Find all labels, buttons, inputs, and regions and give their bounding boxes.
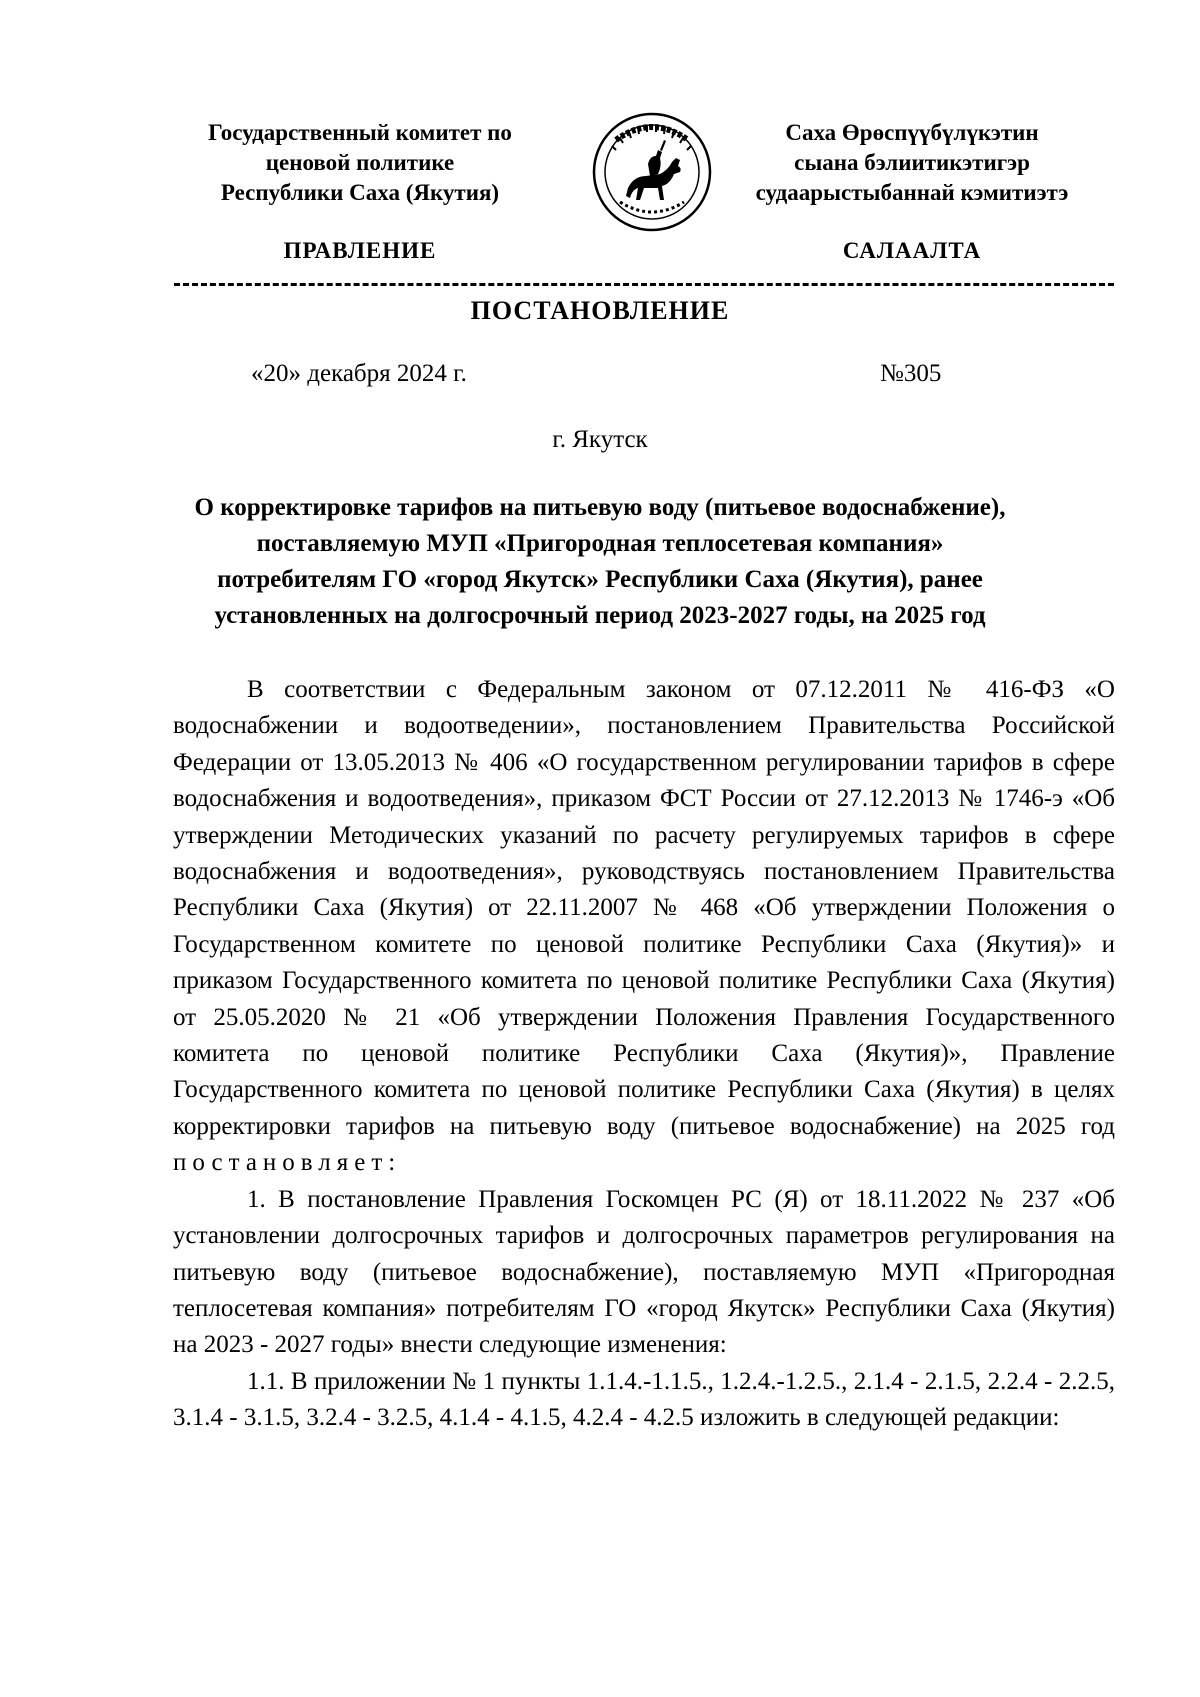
coat-of-arms-emblem-icon	[590, 110, 714, 234]
subject-line-3: потребителям ГО «город Якутск» Республики Саха (Якутия), ранее	[217, 566, 983, 593]
issuer-name-sakha	[722, 118, 1102, 208]
board-label-russian: ПРАВЛЕНИЕ	[283, 238, 437, 263]
header-divider	[174, 283, 1114, 286]
preamble-text: В соответствии с Федеральным законом от 07.12.2011 № 416-ФЗ «О водоснабжении и водоотведении», постановлением Правительства Российской Федерации от 13.05.2013 № 406 «О государственном регулировании тарифов в сфере водоснабжения и водоотведения», приказом ФСТ России от 27.12.2013 № 1746-э «Об утверждении Методических указаний по расчету регулируемых тарифов в сфере водоснабжения и водоотведения», руководствуясь постановлением Правительства Республики Саха (Якутия) от 22.11.2007 № 468 «Об утверждении Положения о Государственном комитете по ценовой политике Республики Саха (Якутия)» и приказом Государственного комитета по ценовой политике Республики Саха (Якутия) от 25.05.2020 № 21 «Об утверждении Положения Правления Государственного комитета по ценовой политике Республики Саха (Якутия)», Правление Государственного комитета по ценовой политике Республики Саха (Якутия) в целях корректировки тарифов на питьевую воду (питьевое водоснабжение) на 2025 год	[173, 676, 1115, 1140]
subject-line-1: О корректировке тарифов на питьевую воду (питьевое водоснабжение),	[194, 494, 1006, 521]
issuer-line-2: ценовой политике	[265, 150, 455, 175]
board-label-sakha: САЛААЛТА	[842, 238, 982, 263]
issuer-line-3: Республики Саха (Якутия)	[220, 180, 500, 205]
item-1-1-paragraph: 1.1. В приложении № 1 пункты 1.1.4.-1.1.5., 1.2.4.-1.2.5., 2.1.4 - 2.1.5, 2.2.4 - 2.2.5, 3.1.4 - 3.1.5, 3.2.4 - 3.2.5, 4.1.4 - 4.1.5, 4.2.4 - 4.2.5 изложить в следующей редакции:	[173, 1367, 1115, 1432]
issuer-line-1: Государственный комитет по	[208, 120, 512, 145]
resolves-word: постановляет:	[173, 1149, 402, 1177]
document-type-title: ПОСТАНОВЛЕНИЕ	[470, 296, 730, 325]
subject-line-4: установленных на долгосрочный период 2023-2027 годы, на 2025 год	[214, 602, 986, 629]
document-number: №305	[880, 360, 942, 387]
issuer-sakha-line-1: Саха Өрөспүүбүлүкэтин	[785, 120, 1039, 145]
document-body	[173, 672, 1115, 1437]
preamble-paragraph	[173, 672, 1115, 1182]
issuer-sakha-line-2: сыана бэлиитикэтигэр	[794, 150, 1030, 175]
document-date: «20» декабря 2024 г.	[251, 360, 467, 387]
document-city: г. Якутск	[552, 426, 648, 453]
document-subject	[150, 490, 1050, 634]
issuer-name-russian	[160, 118, 560, 208]
subject-line-2: поставляемую МУП «Пригородная теплосетевая компания»	[256, 530, 944, 557]
item-1-paragraph: 1. В постановление Правления Госкомцен РС (Я) от 18.11.2022 № 237 «Об установлении долгосрочных тарифов и долгосрочных параметров регулирования на питьевую воду (питьевое водоснабжение), поставляемую МУП «Пригородная теплосетевая компания» потребителям ГО «город Якутск» Республики Саха (Якутия) на 2023 - 2027 годы» внести следующие изменения:	[173, 1185, 1115, 1359]
issuer-sakha-line-3: судаарыстыбаннай кэмитиэтэ	[755, 180, 1069, 205]
